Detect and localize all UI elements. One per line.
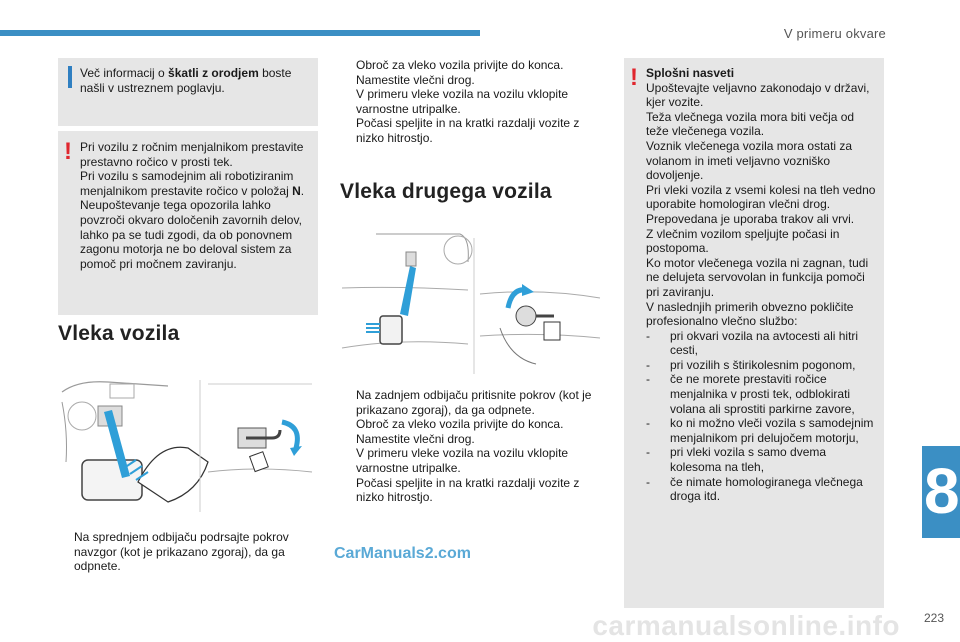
watermark-carmanuals2[interactable]: CarManuals2.com <box>334 545 471 562</box>
section-title-towing-vehicle: Vleka vozila <box>58 322 180 345</box>
step-text: Počasi speljite in na kratki razdalji vozite z nizko hitrostjo. <box>356 116 580 145</box>
rear-bumper-drawing <box>340 228 602 376</box>
towing-another-vehicle-step-list <box>340 388 596 505</box>
advice-case-list <box>646 329 880 504</box>
advice-case-item <box>646 416 880 445</box>
warning-line-3: Neupoštevanje tega opozorila lahko povzroči okvaro določenih zavornih delov, lahko pa se tudi zgodi, da ob ponovnem zagonu motorja ne bo deloval sistem za pomoč pri močnem zaviranju. <box>80 198 302 271</box>
info-icon <box>68 66 72 88</box>
step-item <box>340 446 596 475</box>
case-text: pri vleki vozila s samo dvema kolesoma na tleh, <box>670 445 827 475</box>
advice-paragraph: V naslednjih primerih obvezno pokličite profesionalno vlečno službo: <box>646 299 854 329</box>
step-item <box>58 530 308 574</box>
advice-paragraph: Voznik vlečenega vozila mora ostati za volanom in imeti veljavno vozniško dovoljenje. <box>646 138 853 183</box>
advice-case-item <box>646 475 880 504</box>
advice-paragraph: Prepovedana je uporaba trakov ali vrvi. <box>646 211 855 226</box>
warning-line-2-text: Pri vozilu s samodejnim ali robotiziranim menjalnikom prestavite ročico v položaj <box>80 169 294 198</box>
step-text: Obroč za vleko vozila privijte do konca. <box>356 58 564 72</box>
dash-glyph: - <box>646 372 650 387</box>
info-text <box>80 66 310 95</box>
section-title-towing-another-vehicle: Vleka drugega vozila <box>340 180 552 203</box>
case-text: pri okvari vozila na avtocesti ali hitri cesti, <box>670 328 859 358</box>
info-text-after: boste našli v ustreznem poglavju. <box>80 66 292 95</box>
step-item <box>340 87 596 116</box>
step-item <box>340 476 596 505</box>
info-text-bold: škatli z orodjem <box>168 66 259 80</box>
rear-bumper-illustration <box>340 228 602 376</box>
towing-another-vehicle-steps <box>340 388 596 505</box>
step-item <box>340 417 596 432</box>
advice-paragraph: Ko motor vlečenega vozila ni zagnan, tudi ne delujeta servovolan in funkcija pomoči pri zaviranju. <box>646 255 869 299</box>
warning-line-2-bold: N <box>292 183 301 198</box>
towing-vehicle-step-list <box>58 530 308 574</box>
advice-paragraph: Z vlečnim vozilom speljujte počasi in postopoma. <box>646 226 840 256</box>
step-text: Namestite vlečni drog. <box>356 72 475 87</box>
chapter-number: 8 <box>924 455 960 527</box>
warning-line-1: Pri vozilu z ročnim menjalnikom prestavite prestavno ročico v prosti tek. <box>80 140 304 169</box>
section-title: V primeru okvare <box>783 26 886 41</box>
advice-case-item <box>646 329 880 358</box>
step-text: Počasi speljite in na kratki razdalji vozite z nizko hitrostjo. <box>356 475 580 505</box>
step-text: Na zadnjem odbijaču pritisnite pokrov (kot je prikazano zgoraj), da ga odpnete. <box>356 388 592 417</box>
step-text: V primeru vleke vozila na vozilu vklopite varnostne utripalke. <box>356 87 569 116</box>
front-bumper-illustration <box>58 372 318 514</box>
dash-glyph: - <box>646 328 650 343</box>
advice-case-item <box>646 445 880 474</box>
case-text: če nimate homologiranega vlečnega droga itd. <box>670 474 863 504</box>
watermark-carmanualsonline: carmanualsonline.info <box>592 610 900 641</box>
general-advice-text <box>646 66 880 504</box>
step-text: V primeru vleke vozila na vozilu vklopite varnostne utripalke. <box>356 446 569 475</box>
step-item <box>340 73 596 88</box>
case-text: če ne morete prestaviti ročice menjalnika v prosti tek, odblokirati volana ali sprostiti parkirne zavore, <box>670 372 855 416</box>
general-advice-warning-icon: ! <box>630 64 638 91</box>
info-text-before: Več informacij o <box>80 66 169 80</box>
advice-case-item <box>646 358 880 373</box>
step-text: Obroč za vleko vozila privijte do konca. <box>356 417 564 432</box>
case-text: ko ni možno vleči vozila s samodejnim menjalnikom pri delujočem motorju, <box>670 416 874 445</box>
advice-case-item <box>646 372 880 416</box>
step-item <box>340 116 596 145</box>
towing-top-step-list <box>340 58 596 146</box>
step-item <box>340 58 596 73</box>
warning-line-2 <box>80 169 312 198</box>
dash-glyph: - <box>646 357 650 372</box>
warning-icon: ! <box>64 138 72 165</box>
warning-text <box>80 140 312 271</box>
dash-glyph: - <box>646 474 650 489</box>
advice-paragraph: Upoštevajte veljavno zakonodajo v državi, kjer vozite. <box>646 80 870 110</box>
header-accent-bar <box>0 30 480 36</box>
case-text: pri vozilih s štirikolesnim pogonom, <box>670 357 856 372</box>
step-text: Na sprednjem odbijaču podrsajte pokrov navzgor (kot je prikazano zgoraj), da ga odpnete. <box>74 530 289 574</box>
step-text: Namestite vlečni drog. <box>356 431 475 446</box>
front-bumper-drawing <box>58 372 318 514</box>
dash-glyph: - <box>646 445 650 460</box>
advice-paragraph: Pri vleki vozila z vsemi kolesi na tleh vedno uporabite homologiran vlečni drog. <box>646 182 876 212</box>
dash-glyph: - <box>646 416 650 431</box>
step-item <box>340 432 596 447</box>
warning-line-2-end: . <box>300 183 305 198</box>
advice-paragraph: Teža vlečnega vozila mora biti večja od teže vlečenega vozila. <box>646 109 855 139</box>
towing-vehicle-steps <box>58 530 308 574</box>
page-number: 223 <box>923 611 944 625</box>
step-item <box>340 388 596 417</box>
towing-top-steps <box>340 58 596 146</box>
general-advice-title: Splošni nasveti <box>646 66 735 80</box>
